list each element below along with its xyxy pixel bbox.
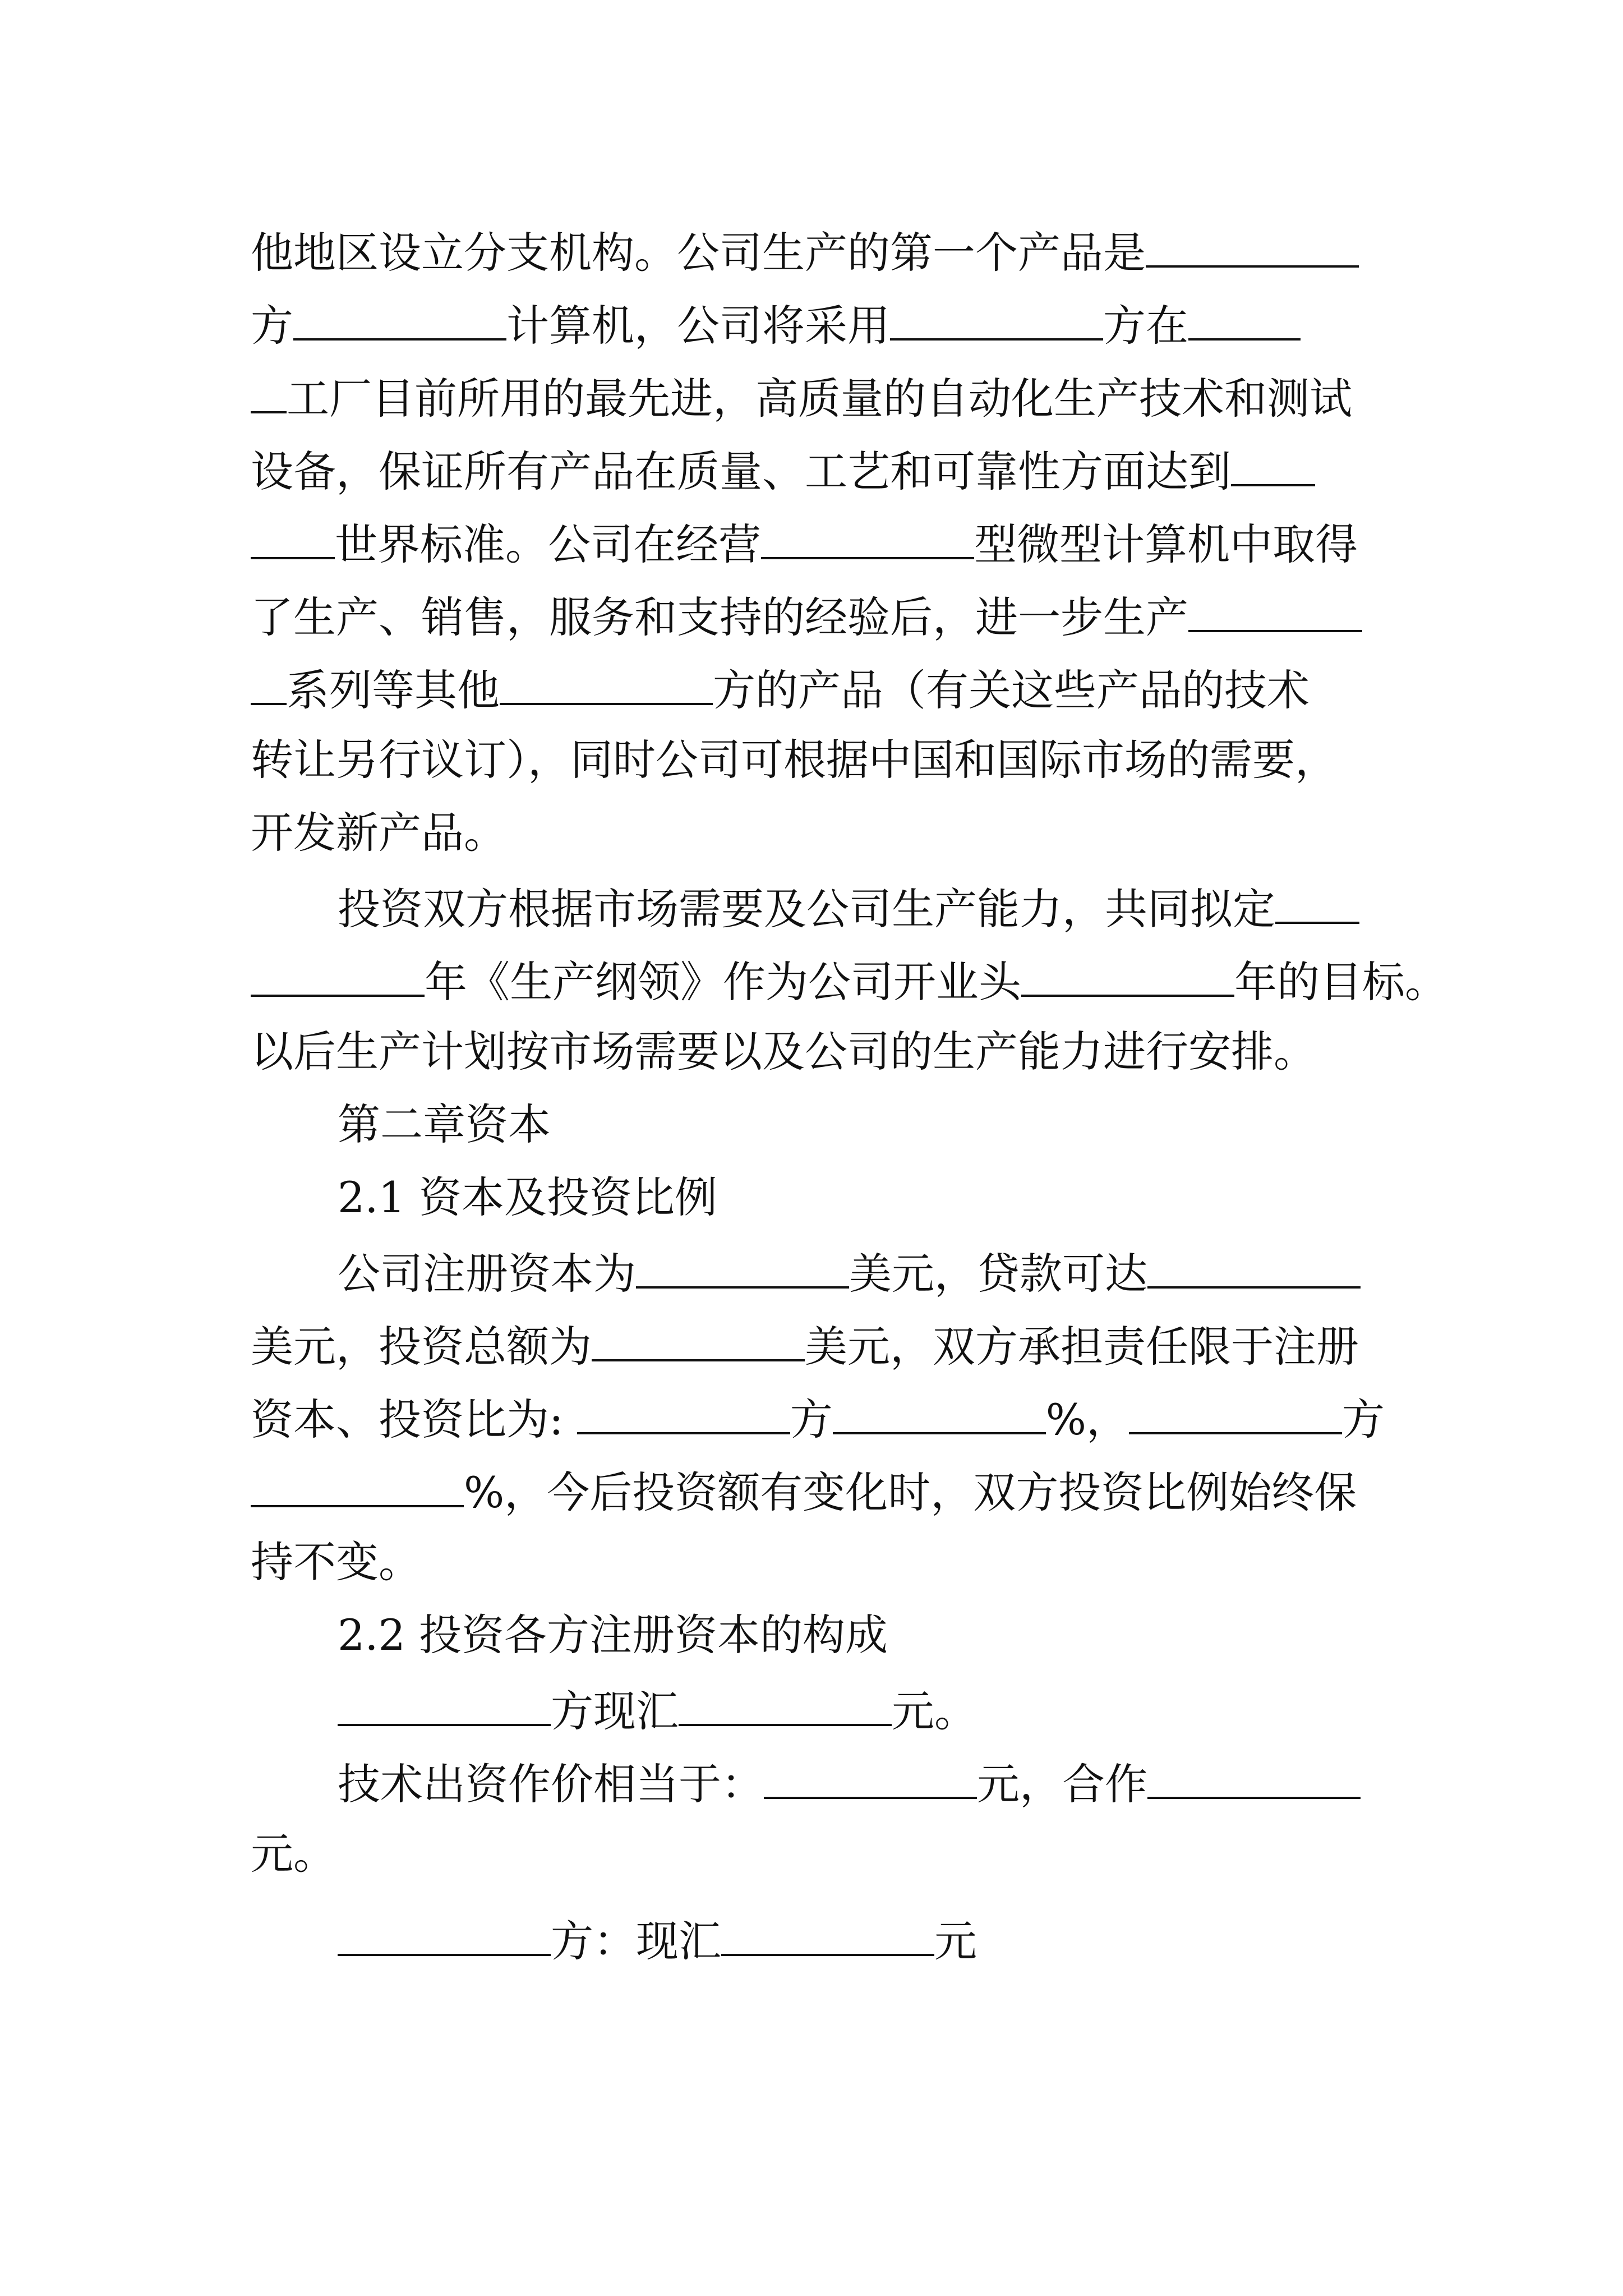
fill-in-blank[interactable]: [890, 295, 1103, 341]
text-line-9: [251, 805, 506, 889]
fill-in-blank[interactable]: [338, 1910, 551, 1956]
text-line-19: [251, 1534, 421, 1618]
text-segment: 开发新产品。: [251, 808, 506, 858]
text-line-17: [251, 1388, 1385, 1473]
fill-in-blank[interactable]: [1021, 951, 1234, 997]
text-line-4: [251, 440, 1315, 524]
text-segment: 了生产、销售，服务和支持的经验后，进一步生产: [251, 592, 1188, 642]
text-line-3: [251, 367, 1352, 452]
fill-in-blank[interactable]: [679, 1680, 892, 1726]
fill-in-blank[interactable]: [251, 513, 335, 559]
fill-in-blank[interactable]: [251, 1461, 464, 1507]
fill-in-blank[interactable]: [500, 659, 713, 705]
text-segment: 工厂目前所用的最先进，高质量的自动化生产技术和测试: [287, 374, 1352, 424]
text-segment: 他地区设立分支机构。公司生产的第一个产品是: [251, 228, 1146, 278]
text-line-18: [251, 1461, 1357, 1545]
text-segment: 第二章资本: [338, 1099, 551, 1149]
text-line-10: [338, 878, 1359, 962]
text-line-5: [251, 513, 1358, 597]
fill-in-blank[interactable]: [251, 367, 287, 413]
section-heading-2-1: [338, 1170, 717, 1254]
fill-in-blank[interactable]: [577, 1388, 790, 1434]
text-segment: 以后生产计划按市场需要以及公司的生产能力进行安排。: [251, 1027, 1316, 1076]
text-segment: 方: [790, 1395, 833, 1444]
chapter-heading: [338, 1097, 551, 1181]
text-segment: 方: [251, 301, 293, 351]
text-segment: 技术出资作价相当于：: [338, 1759, 764, 1809]
text-line-22: [338, 1753, 1361, 1837]
fill-in-blank[interactable]: [764, 1753, 977, 1799]
fill-in-blank[interactable]: [1129, 1388, 1342, 1434]
text-segment: 美元，贷款可达: [849, 1249, 1147, 1299]
text-line-8: [251, 732, 1338, 816]
text-segment: 元。: [892, 1686, 977, 1736]
text-segment: 美元，双方承担责任限于注册: [805, 1322, 1359, 1372]
fill-in-blank[interactable]: [251, 951, 425, 997]
text-segment: 年《生产纲领》作为公司开业头: [425, 957, 1021, 1007]
text-line-12: [251, 1024, 1316, 1108]
text-segment: 方: [1342, 1395, 1385, 1444]
text-segment: 设备，保证所有产品在质量、工艺和可靠性方面达到: [251, 447, 1231, 496]
text-segment: 投资双方根据市场需要及公司生产能力，共同拟定: [338, 884, 1275, 934]
fill-in-blank[interactable]: [592, 1315, 805, 1361]
text-segment: 公司注册资本为: [338, 1249, 636, 1299]
text-segment: 方在: [1103, 301, 1188, 351]
fill-in-blank[interactable]: [1147, 1243, 1361, 1289]
fill-in-blank[interactable]: [1275, 878, 1359, 924]
text-line-1: [251, 222, 1359, 306]
fill-in-blank[interactable]: [1146, 222, 1359, 268]
text-segment: 2.1 资本及投资比例: [338, 1172, 718, 1222]
text-line-24: [338, 1910, 977, 1994]
text-segment: 元: [934, 1916, 977, 1966]
text-segment: %，今后投资额有变化时，双方投资比例始终保: [464, 1467, 1357, 1517]
section-heading-2-2: [338, 1607, 888, 1691]
text-segment: 方的产品（有关这些产品的技术: [713, 665, 1310, 715]
text-segment: 元。: [251, 1829, 336, 1879]
fill-in-blank[interactable]: [1231, 440, 1315, 486]
text-segment: 型微型计算机中取得: [974, 519, 1358, 569]
text-line-23: [251, 1826, 336, 1910]
text-segment: 年的目标。: [1234, 957, 1447, 1007]
fill-in-blank[interactable]: [338, 1680, 551, 1726]
text-line-16: [251, 1315, 1359, 1400]
text-line-21: [338, 1680, 977, 1764]
text-line-2: [251, 295, 1301, 379]
fill-in-blank[interactable]: [721, 1910, 934, 1956]
fill-in-blank[interactable]: [1147, 1753, 1361, 1799]
text-line-6: [251, 586, 1362, 670]
fill-in-blank[interactable]: [636, 1243, 849, 1289]
text-segment: 转让另行议订），同时公司可根据中国和国际市场的需要，: [251, 735, 1338, 785]
text-segment: %，: [1045, 1395, 1129, 1444]
fill-in-blank[interactable]: [1188, 295, 1301, 341]
fill-in-blank[interactable]: [1188, 586, 1362, 632]
text-line-11: [251, 951, 1447, 1035]
text-segment: 持不变。: [251, 1537, 421, 1587]
fill-in-blank[interactable]: [761, 513, 974, 559]
text-segment: 美元，投资总额为: [251, 1322, 592, 1372]
text-segment: 方现汇: [551, 1686, 679, 1736]
fill-in-blank[interactable]: [251, 659, 287, 705]
text-segment: 世界标准。公司在经营: [335, 519, 761, 569]
text-segment: 方：现汇: [551, 1916, 721, 1966]
text-segment: 资本、投资比为:: [251, 1395, 564, 1444]
text-segment: 2.2 投资各方注册资本的构成: [338, 1610, 888, 1660]
text-line-15: [338, 1243, 1361, 1327]
text-line-7: [251, 659, 1310, 743]
text-segment: 计算机，公司将采用: [506, 301, 890, 351]
text-segment: 系列等其他: [287, 665, 500, 715]
fill-in-blank[interactable]: [293, 295, 506, 341]
text-segment: 元，合作: [977, 1759, 1147, 1809]
fill-in-blank[interactable]: [833, 1388, 1046, 1434]
